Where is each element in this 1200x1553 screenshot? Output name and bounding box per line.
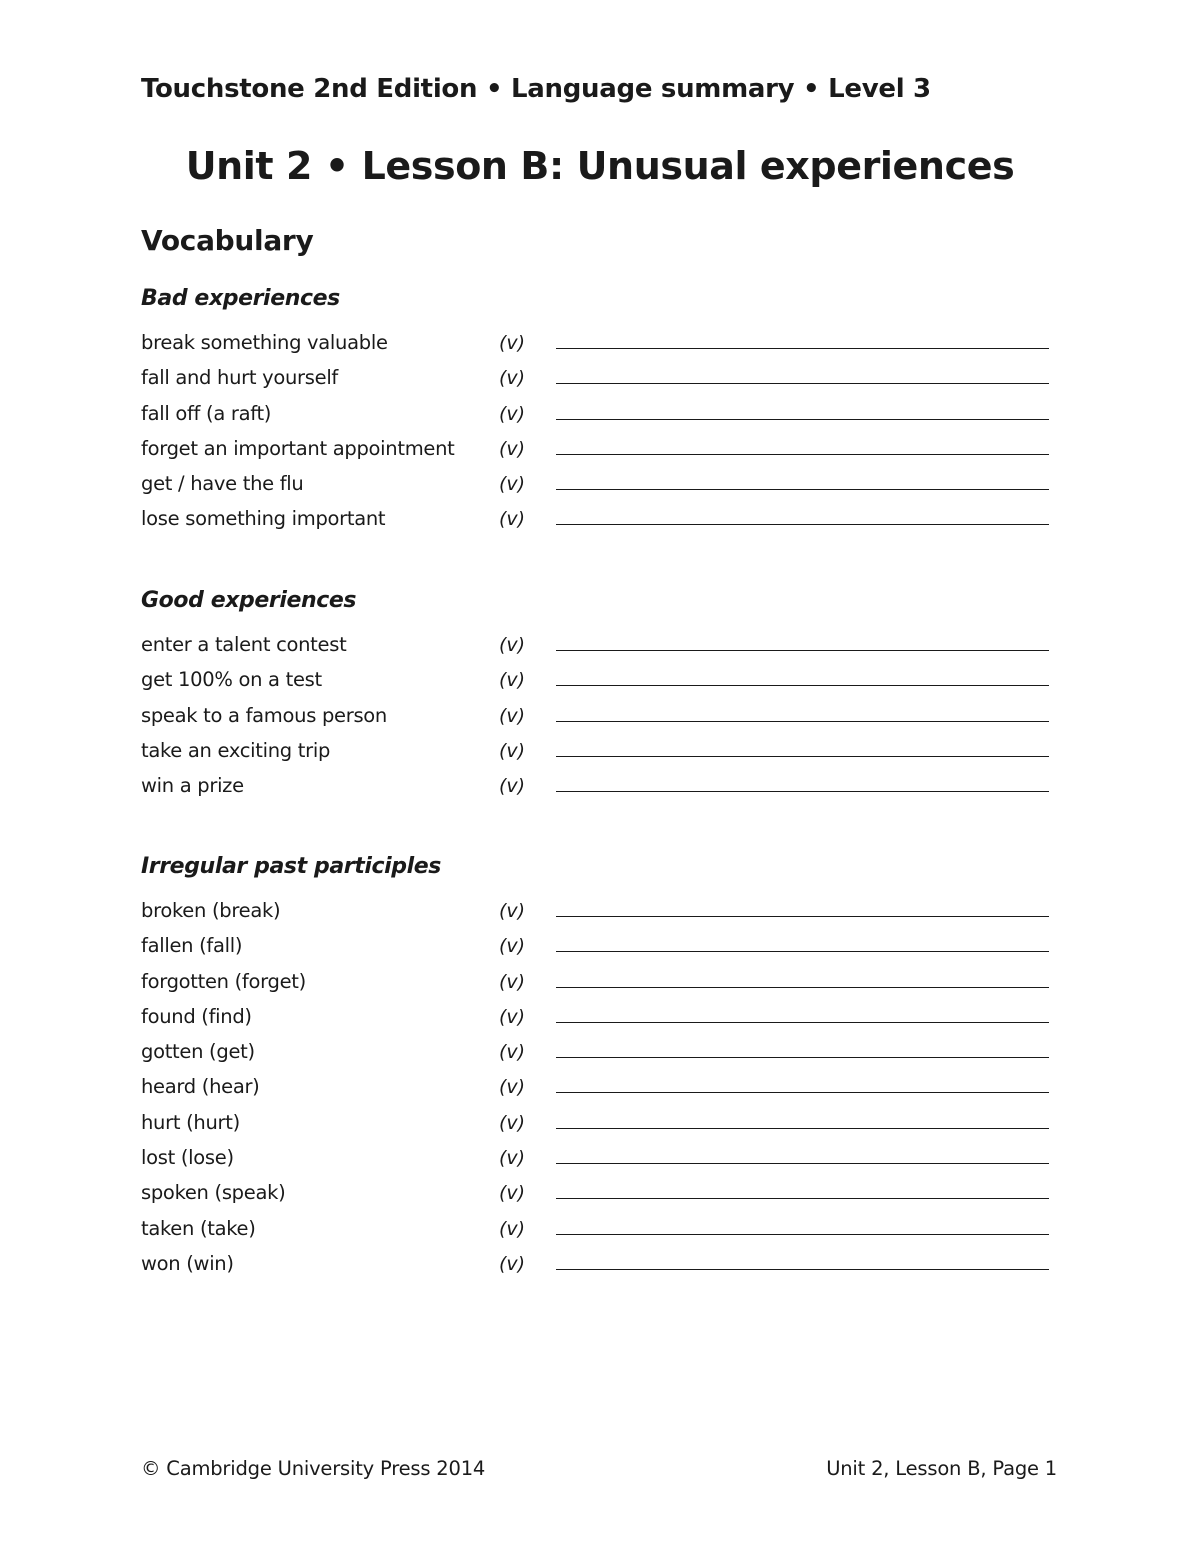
answer-line xyxy=(556,1163,1049,1164)
page-title: Unit 2 • Lesson B: Unusual experiences xyxy=(185,144,1015,188)
vocab-term: enter a talent contest xyxy=(141,633,347,656)
vocab-row xyxy=(141,401,1051,436)
vocab-row xyxy=(141,1074,1051,1109)
vocab-row xyxy=(141,1180,1051,1215)
vocab-term: fallen (fall) xyxy=(141,934,243,958)
copyright-footer: © Cambridge University Press 2014 xyxy=(141,1457,486,1480)
part-of-speech: (v) xyxy=(499,775,526,798)
vocab-term: speak to a famous person xyxy=(141,703,387,727)
answer-line xyxy=(556,489,1049,490)
vocab-row xyxy=(141,969,1051,1004)
answer-line xyxy=(556,1092,1049,1093)
vocab-term: broken (break) xyxy=(141,899,281,922)
section-good-experiences xyxy=(141,586,1051,808)
vocab-row xyxy=(141,667,1051,702)
vocab-row xyxy=(141,436,1051,471)
vocab-row xyxy=(141,773,1051,808)
vocab-row xyxy=(141,632,1051,667)
vocab-term: lost (lose) xyxy=(141,1146,234,1170)
part-of-speech: (v) xyxy=(499,1252,526,1275)
vocab-term: fall and hurt yourself xyxy=(141,366,338,390)
vocab-row xyxy=(141,1216,1051,1251)
vocab-term: spoken (speak) xyxy=(141,1181,286,1205)
section-title: Good experiences xyxy=(141,588,357,613)
part-of-speech: (v) xyxy=(499,935,526,958)
vocab-term: get / have the flu xyxy=(141,472,304,496)
vocab-term: won (win) xyxy=(141,1251,234,1275)
part-of-speech: (v) xyxy=(499,1111,526,1134)
vocab-row xyxy=(141,738,1051,773)
part-of-speech: (v) xyxy=(499,1005,526,1028)
part-of-speech: (v) xyxy=(499,437,526,460)
vocab-term: forget an important appointment xyxy=(141,436,455,460)
vocab-row xyxy=(141,506,1051,541)
vocab-term: lose something important xyxy=(141,507,386,531)
section-bad-experiences xyxy=(141,284,1051,542)
vocab-term: forgotten (forget) xyxy=(141,969,306,993)
answer-line xyxy=(556,419,1049,420)
part-of-speech: (v) xyxy=(499,634,526,656)
part-of-speech: (v) xyxy=(499,402,526,425)
answer-line xyxy=(556,454,1049,455)
part-of-speech: (v) xyxy=(499,1217,526,1240)
series-header: Touchstone 2nd Edition • Language summary • Level 3 xyxy=(141,74,931,104)
page-reference-footer: Unit 2, Lesson B, Page 1 xyxy=(826,1457,1057,1480)
section-title: Bad experiences xyxy=(141,286,340,311)
vocab-row xyxy=(141,471,1051,506)
part-of-speech: (v) xyxy=(499,1147,526,1170)
part-of-speech: (v) xyxy=(499,473,526,496)
part-of-speech: (v) xyxy=(499,1041,526,1064)
vocab-row xyxy=(141,933,1051,968)
vocab-row xyxy=(141,1251,1051,1286)
vocab-term: gotten (get) xyxy=(141,1040,255,1064)
vocab-term: take an exciting trip xyxy=(141,738,331,762)
part-of-speech: (v) xyxy=(499,1182,526,1205)
vocab-row xyxy=(141,1004,1051,1039)
answer-line xyxy=(556,524,1049,525)
answer-line xyxy=(556,348,1049,349)
section-title: Irregular past participles xyxy=(141,854,441,879)
answer-line xyxy=(556,1198,1049,1199)
answer-line xyxy=(556,1022,1049,1023)
vocab-term: break something valuable xyxy=(141,331,388,354)
part-of-speech: (v) xyxy=(499,508,526,531)
answer-line xyxy=(556,916,1049,917)
vocab-row xyxy=(141,898,1051,933)
part-of-speech: (v) xyxy=(499,1076,526,1099)
answer-line xyxy=(556,650,1049,651)
answer-line xyxy=(556,685,1049,686)
part-of-speech: (v) xyxy=(499,970,526,993)
vocab-list xyxy=(141,632,1051,808)
part-of-speech: (v) xyxy=(499,669,526,692)
answer-line xyxy=(556,1057,1049,1058)
vocab-term: taken (take) xyxy=(141,1216,256,1240)
answer-line xyxy=(556,1269,1049,1270)
part-of-speech: (v) xyxy=(499,704,526,727)
vocab-list xyxy=(141,898,1051,1286)
answer-line xyxy=(556,987,1049,988)
vocab-row xyxy=(141,330,1051,365)
vocab-row xyxy=(141,365,1051,400)
vocab-term: get 100% on a test xyxy=(141,668,322,692)
part-of-speech: (v) xyxy=(499,739,526,762)
answer-line xyxy=(556,383,1049,384)
vocab-term: found (find) xyxy=(141,1004,252,1028)
vocabulary-heading: Vocabulary xyxy=(141,224,314,257)
part-of-speech: (v) xyxy=(499,367,526,390)
vocab-term: hurt (hurt) xyxy=(141,1110,240,1134)
part-of-speech: (v) xyxy=(499,900,526,922)
answer-line xyxy=(556,1234,1049,1235)
vocab-list xyxy=(141,330,1051,542)
vocab-row xyxy=(141,1145,1051,1180)
part-of-speech: (v) xyxy=(499,332,526,354)
answer-line xyxy=(556,756,1049,757)
vocab-term: heard (hear) xyxy=(141,1075,260,1099)
answer-line xyxy=(556,791,1049,792)
answer-line xyxy=(556,721,1049,722)
answer-line xyxy=(556,951,1049,952)
vocab-row xyxy=(141,1110,1051,1145)
vocab-row xyxy=(141,1039,1051,1074)
answer-line xyxy=(556,1128,1049,1129)
vocab-term: fall off (a raft) xyxy=(141,401,272,425)
section-irregular-past-participles xyxy=(141,852,1051,1286)
vocab-row xyxy=(141,703,1051,738)
vocab-term: win a prize xyxy=(141,774,244,798)
